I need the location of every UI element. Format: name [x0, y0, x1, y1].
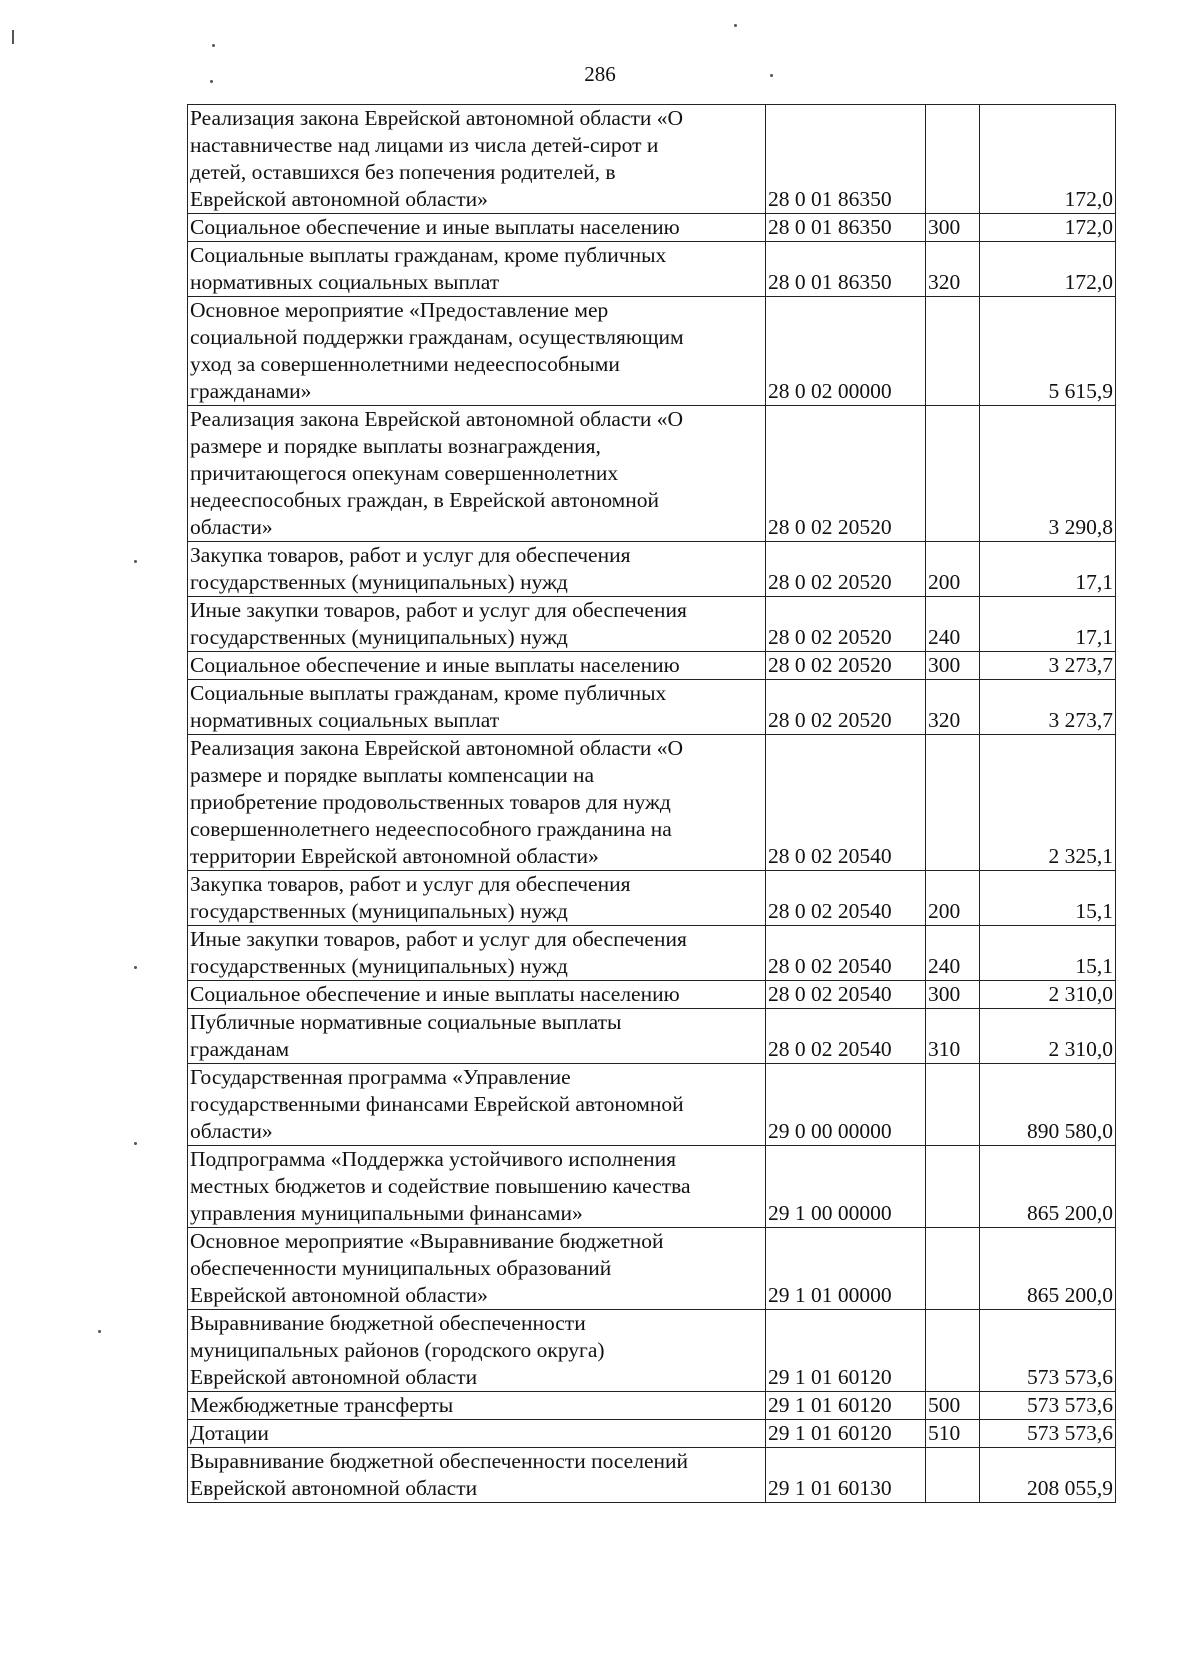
expense-type: 300 — [926, 981, 980, 1009]
expense-type: 320 — [926, 242, 980, 297]
scan-speck — [210, 80, 213, 83]
expense-type: 300 — [926, 652, 980, 680]
amount: 890 580,0 — [980, 1064, 1116, 1146]
amount: 208 055,9 — [980, 1448, 1116, 1503]
amount: 17,1 — [980, 597, 1116, 652]
table-row — [188, 926, 1116, 981]
amount: 573 573,6 — [980, 1310, 1116, 1392]
scan-speck — [134, 1142, 137, 1145]
target-code: 28 0 02 20540 — [766, 735, 926, 871]
item-name: Межбюджетные трансферты — [188, 1392, 766, 1420]
expense-type: 240 — [926, 597, 980, 652]
amount: 573 573,6 — [980, 1392, 1116, 1420]
amount: 15,1 — [980, 926, 1116, 981]
amount: 172,0 — [980, 214, 1116, 242]
table-row — [188, 1146, 1116, 1228]
table-row — [188, 652, 1116, 680]
target-code: 28 0 02 20520 — [766, 406, 926, 542]
table-row — [188, 1064, 1116, 1146]
scan-speck — [98, 1330, 101, 1333]
expense-type: 200 — [926, 542, 980, 597]
target-code: 28 0 02 20540 — [766, 981, 926, 1009]
item-name: Социальное обеспечение и иные выплаты населению — [188, 981, 766, 1009]
amount: 3 273,7 — [980, 652, 1116, 680]
table-row — [188, 297, 1116, 406]
item-name: Подпрограмма «Поддержка устойчивого исполнения местных бюджетов и содействие повышению качества управления муниципальными финансами» — [188, 1146, 766, 1228]
target-code: 28 0 01 86350 — [766, 105, 926, 214]
expense-type — [926, 1064, 980, 1146]
amount: 573 573,6 — [980, 1420, 1116, 1448]
expense-type — [926, 1146, 980, 1228]
amount: 172,0 — [980, 242, 1116, 297]
expense-type: 320 — [926, 680, 980, 735]
amount: 2 310,0 — [980, 1009, 1116, 1064]
target-code: 28 0 02 20540 — [766, 871, 926, 926]
table-row — [188, 105, 1116, 214]
target-code: 29 1 01 60130 — [766, 1448, 926, 1503]
scan-speck — [134, 966, 137, 969]
target-code: 28 0 01 86350 — [766, 242, 926, 297]
item-name: Реализация закона Еврейской автономной области «О размере и порядке выплаты вознаграждения, причитающегося опекунам совершеннолетних недееспособных граждан, в Еврейской автономной области» — [188, 406, 766, 542]
expense-type — [926, 297, 980, 406]
expense-type: 240 — [926, 926, 980, 981]
item-name: Закупка товаров, работ и услуг для обеспечения государственных (муниципальных) нужд — [188, 871, 766, 926]
expense-type: 200 — [926, 871, 980, 926]
table-row — [188, 597, 1116, 652]
amount: 172,0 — [980, 105, 1116, 214]
budget-table-body — [188, 105, 1116, 1503]
target-code: 29 1 01 60120 — [766, 1420, 926, 1448]
table-row — [188, 871, 1116, 926]
item-name: Основное мероприятие «Предоставление мер социальной поддержки гражданам, осуществляющим уход за совершеннолетними недееспособными гражданами» — [188, 297, 766, 406]
expense-type: 510 — [926, 1420, 980, 1448]
target-code: 29 1 00 00000 — [766, 1146, 926, 1228]
target-code: 28 0 02 20540 — [766, 926, 926, 981]
amount: 865 200,0 — [980, 1146, 1116, 1228]
expense-type — [926, 735, 980, 871]
table-row — [188, 1009, 1116, 1064]
item-name: Основное мероприятие «Выравнивание бюджетной обеспеченности муниципальных образований Еврейской автономной области» — [188, 1228, 766, 1310]
table-row — [188, 680, 1116, 735]
amount: 15,1 — [980, 871, 1116, 926]
table-row — [188, 735, 1116, 871]
target-code: 28 0 01 86350 — [766, 214, 926, 242]
amount: 2 325,1 — [980, 735, 1116, 871]
target-code: 29 1 01 60120 — [766, 1392, 926, 1420]
target-code: 28 0 02 00000 — [766, 297, 926, 406]
target-code: 29 0 00 00000 — [766, 1064, 926, 1146]
target-code: 28 0 02 20520 — [766, 680, 926, 735]
scan-speck — [770, 74, 773, 77]
expense-type: 300 — [926, 214, 980, 242]
scan-speck — [212, 44, 215, 47]
scan-speck — [734, 24, 737, 27]
table-row — [188, 981, 1116, 1009]
table-row — [188, 1310, 1116, 1392]
amount: 3 273,7 — [980, 680, 1116, 735]
table-row — [188, 1448, 1116, 1503]
expense-type — [926, 1310, 980, 1392]
table-row — [188, 1228, 1116, 1310]
expense-type — [926, 1448, 980, 1503]
expense-type — [926, 105, 980, 214]
table-row — [188, 406, 1116, 542]
target-code: 29 1 01 60120 — [766, 1310, 926, 1392]
item-name: Реализация закона Еврейской автономной области «О размере и порядке выплаты компенсации на приобретение продовольственных товаров для нужд совершеннолетнего недееспособного гражданина на территории Еврейской автономной области» — [188, 735, 766, 871]
expense-type — [926, 406, 980, 542]
table-row — [188, 214, 1116, 242]
amount: 3 290,8 — [980, 406, 1116, 542]
page-number: 286 — [584, 62, 616, 86]
item-name: Дотации — [188, 1420, 766, 1448]
target-code: 28 0 02 20520 — [766, 597, 926, 652]
expense-type — [926, 1228, 980, 1310]
table-row — [188, 542, 1116, 597]
item-name: Выравнивание бюджетной обеспеченности поселений Еврейской автономной области — [188, 1448, 766, 1503]
item-name: Социальное обеспечение и иные выплаты населению — [188, 214, 766, 242]
amount: 17,1 — [980, 542, 1116, 597]
target-code: 28 0 02 20520 — [766, 542, 926, 597]
item-name: Публичные нормативные социальные выплаты гражданам — [188, 1009, 766, 1064]
target-code: 28 0 02 20520 — [766, 652, 926, 680]
amount: 5 615,9 — [980, 297, 1116, 406]
item-name: Реализация закона Еврейской автономной области «О наставничестве над лицами из числа детей-сирот и детей, оставшихся без попечения родителей, в Еврейской автономной области» — [188, 105, 766, 214]
expense-type: 310 — [926, 1009, 980, 1064]
expense-type: 500 — [926, 1392, 980, 1420]
item-name: Социальные выплаты гражданам, кроме публичных нормативных социальных выплат — [188, 680, 766, 735]
item-name: Иные закупки товаров, работ и услуг для обеспечения государственных (муниципальных) нужд — [188, 597, 766, 652]
table-row — [188, 242, 1116, 297]
item-name: Социальные выплаты гражданам, кроме публичных нормативных социальных выплат — [188, 242, 766, 297]
scan-speck — [12, 30, 14, 44]
item-name: Иные закупки товаров, работ и услуг для обеспечения государственных (муниципальных) нужд — [188, 926, 766, 981]
table-row — [188, 1420, 1116, 1448]
budget-table — [187, 104, 1116, 1503]
item-name: Социальное обеспечение и иные выплаты населению — [188, 652, 766, 680]
scan-speck — [134, 560, 137, 563]
item-name: Выравнивание бюджетной обеспеченности муниципальных районов (городского округа) Еврейской автономной области — [188, 1310, 766, 1392]
target-code: 28 0 02 20540 — [766, 1009, 926, 1064]
item-name: Государственная программа «Управление государственными финансами Еврейской автономной области» — [188, 1064, 766, 1146]
amount: 2 310,0 — [980, 981, 1116, 1009]
target-code: 29 1 01 00000 — [766, 1228, 926, 1310]
table-row — [188, 1392, 1116, 1420]
item-name: Закупка товаров, работ и услуг для обеспечения государственных (муниципальных) нужд — [188, 542, 766, 597]
amount: 865 200,0 — [980, 1228, 1116, 1310]
